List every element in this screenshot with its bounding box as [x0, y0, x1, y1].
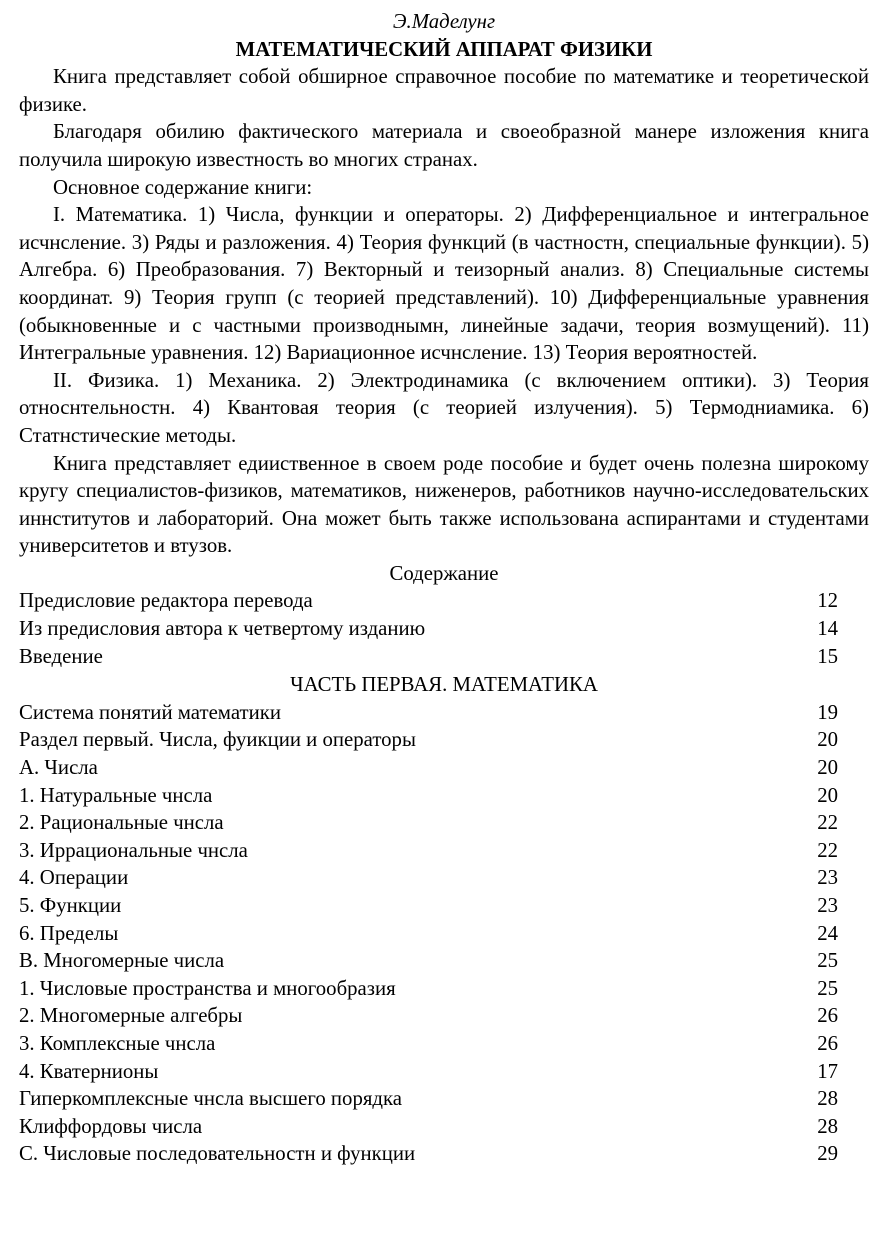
annotation-paragraph: Книга представляет едииственное в своем роде пособие и будет очень полезна широкому кругу специалистов-физиков, математиков, ниженеров, работников научно-исследовательских иннститутов и лабораторий. Она может быть также использована аспирантами и студентами университетов и втузов. — [19, 451, 869, 558]
toc-entry-page: 19 — [817, 700, 838, 724]
toc-entry-title: 5. Функции — [19, 894, 122, 917]
toc-heading: Содержание — [389, 561, 499, 585]
toc-entry-page: 29 — [817, 1142, 838, 1166]
toc-entry-title: Система понятий математики — [19, 700, 281, 724]
toc-entry-title: 4. Операции — [19, 866, 129, 890]
toc-entry-title: Раздел первый. Числа, фуикции и операторы — [19, 728, 416, 752]
toc-entry — [19, 947, 869, 975]
toc-entry — [19, 1140, 869, 1168]
toc-entry-title: 3. Комплексные чнсла — [19, 1031, 216, 1055]
toc-entry-title: 2. Рациональные чнсла — [19, 811, 224, 835]
toc-entry-title: 6. Пределы — [19, 921, 119, 945]
part-heading: ЧАСТЬ ПЕРВАЯ. МАТЕМАТИКА — [290, 673, 598, 697]
toc-entry — [19, 1085, 869, 1113]
book-annotation — [19, 63, 869, 560]
toc-entry-page: 23 — [817, 894, 838, 917]
book-title: МАТЕМАТИЧЕСКИЙ АППАРАТ ФИЗИКИ — [235, 37, 653, 61]
toc-entry — [19, 699, 869, 727]
toc-entry-page: 14 — [817, 617, 838, 641]
toc-entry — [19, 1058, 869, 1086]
toc-entry-title: Из предисловия автора к четвертому изданию — [19, 617, 426, 641]
toc-part-list — [19, 699, 869, 1168]
toc-entry — [19, 1113, 869, 1141]
annotation-paragraph: Книга представляет собой обширное справочное пособие по математике и теоретической физике. — [19, 65, 869, 116]
table-of-contents — [19, 560, 869, 1168]
toc-entry-title: Клиффордовы числа — [19, 1114, 203, 1138]
toc-entry — [19, 864, 869, 892]
toc-entry — [19, 809, 869, 837]
toc-entry-title: 1. Натуральные чнсла — [19, 783, 213, 807]
toc-entry-page: 26 — [817, 1031, 838, 1055]
toc-entry-title: С. Числовые последовательностн и функции — [19, 1142, 416, 1166]
annotation-math-contents: I. Математика. 1) Числа, функции и операторы. 2) Дифференциальное и интегральное исчнсление. 3) Ряды и разложения. 4) Теория функций (в частностн, специальные функции). 5) Алгебра. 6) Преобразования. 7) Векторный и теизорный анализ. 8) Специальные системы координат. 9) Теория групп (с теорией представлений). 10) Дифференциальные уравнения (обыкновенные и с частными производнымн, линейные задачи, теория возмущений). 11) Интегральные уравнения. 12) Вариационное исчнсление. 13) Теория вероятностей. — [19, 203, 869, 365]
annotation-paragraph: Благодаря обилию фактического материала и своеобразной манере изложения книга получила широкую известность во многих странах. — [19, 120, 869, 171]
annotation-physics-contents: II. Физика. 1) Механика. 2) Электродинамика (с включением оптики). 3) Теория относнтельностн. 4) Квантовая теория (с теорией излучения). 5) Термодниамика. 6) Статнстические методы. — [19, 368, 869, 447]
toc-entry — [19, 892, 869, 920]
author-name: Э.Маделунг — [392, 10, 496, 33]
toc-entry-page: 25 — [817, 976, 838, 1000]
toc-entry-page: 12 — [817, 589, 838, 613]
toc-entry-page: 28 — [817, 1087, 838, 1111]
toc-entry-title: Гиперкомплексные чнсла высшего порядка — [19, 1087, 403, 1111]
annotation-paragraph: Основное содержание книги: — [53, 175, 313, 199]
toc-entry-page: 24 — [817, 921, 838, 945]
toc-entry-title: А. Числа — [19, 756, 98, 780]
toc-entry-page: 28 — [817, 1114, 838, 1138]
toc-entry-page: 17 — [817, 1059, 838, 1083]
toc-entry-page: 26 — [817, 1004, 838, 1028]
toc-entry — [19, 1002, 869, 1030]
toc-entry — [19, 975, 869, 1003]
toc-entry-page: 20 — [817, 783, 838, 807]
toc-entry-title: В. Многомерные числа — [19, 949, 225, 973]
toc-entry-page: 22 — [817, 838, 838, 862]
toc-entry — [19, 726, 869, 754]
toc-entry-page: 22 — [817, 811, 838, 835]
toc-entry-title: 1. Числовые пространства и многообразия — [19, 976, 396, 1000]
toc-entry — [19, 920, 869, 948]
toc-entry-page: 23 — [817, 866, 838, 890]
document-page — [19, 0, 869, 1168]
toc-entry — [19, 1030, 869, 1058]
toc-entry-page: 20 — [817, 728, 838, 752]
toc-entry — [19, 643, 869, 671]
toc-entry-page: 25 — [817, 949, 838, 973]
toc-entry-title: 4. Кватернионы — [19, 1059, 159, 1083]
toc-entry — [19, 587, 869, 615]
toc-entry — [19, 837, 869, 865]
toc-entry — [19, 615, 869, 643]
toc-entry-page: 15 — [817, 644, 838, 668]
toc-entry-page: 20 — [817, 756, 838, 780]
toc-entry — [19, 754, 869, 782]
toc-entry-title: 3. Иррациональные чнсла — [19, 838, 248, 862]
toc-entry-title: Предисловие редактора перевода — [19, 589, 313, 613]
toc-entry — [19, 782, 869, 810]
toc-entry-title: Введение — [19, 644, 103, 668]
toc-entry-title: 2. Многомерные алгебры — [19, 1004, 243, 1028]
